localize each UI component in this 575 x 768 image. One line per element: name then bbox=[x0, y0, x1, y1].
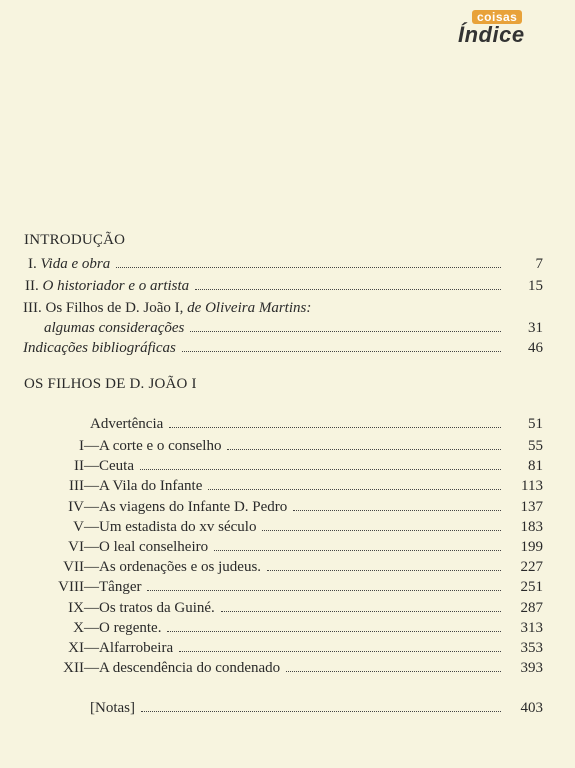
toc-entry-chapter[interactable] bbox=[24, 638, 543, 658]
chapter-number: I bbox=[79, 438, 84, 454]
chapter-page: 113 bbox=[521, 478, 543, 495]
entry-title-italic: de Oliveira Martins: bbox=[187, 300, 312, 316]
entry-title: [Notas] bbox=[90, 700, 135, 716]
chapter-page: 81 bbox=[528, 458, 543, 475]
dot-leader bbox=[116, 267, 501, 268]
dot-leader bbox=[140, 469, 501, 470]
toc-entry-chapter[interactable] bbox=[24, 658, 543, 678]
dot-leader bbox=[262, 530, 501, 531]
chapter-title: As viagens do Infante D. Pedro bbox=[99, 498, 288, 515]
dot-leader bbox=[267, 570, 501, 571]
section-title-filhos: OS FILHOS DE D. JOÃO I bbox=[24, 376, 197, 392]
chapter-number: III bbox=[69, 478, 84, 495]
chapter-dash: — bbox=[84, 438, 99, 454]
dot-leader bbox=[293, 510, 501, 511]
chapter-dash: — bbox=[84, 518, 99, 535]
chapter-page: 287 bbox=[520, 599, 543, 616]
chapter-title: Tânger bbox=[99, 579, 142, 596]
logo-main: Índice bbox=[458, 22, 525, 47]
entry-title: O historiador e o artista bbox=[42, 278, 190, 294]
chapter-page: 227 bbox=[520, 559, 543, 576]
toc-entry-advertencia[interactable] bbox=[90, 414, 543, 434]
chapter-number: IV bbox=[68, 498, 84, 515]
chapter-title: A Vila do Infante bbox=[99, 478, 203, 495]
entry-page: 403 bbox=[520, 700, 543, 716]
toc-entry[interactable] bbox=[25, 276, 543, 296]
toc-entry-chapter[interactable] bbox=[24, 476, 543, 496]
chapter-page: 353 bbox=[520, 640, 543, 656]
chapter-title: Os tratos da Guiné. bbox=[99, 599, 215, 616]
section-title-introducao: INTRODUÇÃO bbox=[24, 232, 126, 248]
chapter-dash: — bbox=[84, 498, 99, 515]
entry-page: 51 bbox=[528, 416, 543, 432]
chapter-page: 251 bbox=[520, 579, 543, 596]
dot-leader bbox=[167, 631, 501, 632]
dot-leader bbox=[147, 590, 501, 591]
entry-title: Indicações bibliográficas bbox=[23, 340, 176, 356]
chapter-page: 313 bbox=[520, 619, 543, 636]
toc-entry[interactable] bbox=[44, 318, 543, 338]
entry-title-continued: algumas considerações bbox=[44, 320, 185, 336]
dot-leader bbox=[214, 550, 501, 551]
chapter-title: O leal conselheiro bbox=[99, 539, 209, 555]
chapter-title: As ordenações e os judeus. bbox=[99, 559, 262, 576]
chapter-dash: — bbox=[84, 660, 99, 677]
chapter-dash: — bbox=[84, 599, 99, 616]
dot-leader bbox=[169, 427, 501, 428]
coisas-indice-logo bbox=[456, 10, 551, 50]
dot-leader bbox=[141, 711, 501, 712]
chapter-title: O regente. bbox=[99, 619, 162, 636]
toc-entry-chapter[interactable] bbox=[24, 537, 543, 557]
dot-leader bbox=[195, 289, 501, 290]
dot-leader bbox=[190, 331, 501, 332]
chapter-page: 183 bbox=[520, 518, 543, 535]
entry-number: III. bbox=[23, 300, 46, 316]
toc-entry[interactable] bbox=[23, 338, 543, 358]
chapter-number: IX bbox=[68, 599, 84, 616]
entry-number: II. bbox=[25, 278, 43, 294]
toc-entry-chapter[interactable] bbox=[24, 577, 543, 597]
chapter-number: VIII bbox=[58, 579, 84, 596]
chapter-number: II bbox=[74, 458, 84, 475]
chapter-number: V bbox=[73, 518, 84, 535]
chapter-title: Ceuta bbox=[99, 458, 134, 475]
chapter-title: Um estadista do xv século bbox=[99, 518, 257, 535]
logo-tag: coisas bbox=[472, 10, 522, 24]
dot-leader bbox=[227, 449, 501, 450]
entry-title: Vida e obra bbox=[40, 256, 111, 272]
toc-entry-chapter[interactable] bbox=[24, 497, 543, 517]
dot-leader bbox=[286, 671, 501, 672]
toc-entry-chapter[interactable] bbox=[24, 598, 543, 618]
chapter-dash: — bbox=[84, 619, 99, 636]
chapter-dash: — bbox=[84, 458, 99, 475]
toc-entry-chapter[interactable] bbox=[24, 436, 543, 456]
dot-leader bbox=[179, 651, 501, 652]
dot-leader bbox=[221, 611, 501, 612]
entry-page: 15 bbox=[528, 278, 543, 294]
chapter-number: X bbox=[73, 619, 84, 636]
chapter-dash: — bbox=[84, 559, 99, 576]
entry-title: Advertência bbox=[90, 416, 164, 432]
toc-entry-chapter[interactable] bbox=[24, 557, 543, 577]
toc-entry-chapter[interactable] bbox=[24, 618, 543, 638]
toc-entry-first-line[interactable] bbox=[23, 298, 543, 318]
entry-page: 46 bbox=[528, 340, 543, 356]
entry-page: 7 bbox=[535, 256, 543, 272]
chapter-number: VII bbox=[63, 559, 84, 576]
chapter-page: 55 bbox=[528, 438, 543, 454]
chapter-page: 137 bbox=[520, 498, 543, 515]
chapter-title: A descendência do condenado bbox=[99, 660, 281, 677]
dot-leader bbox=[182, 351, 501, 352]
toc-entry-chapter[interactable] bbox=[24, 456, 543, 476]
toc-entry-notas[interactable] bbox=[90, 698, 543, 718]
toc-entry-chapter[interactable] bbox=[24, 517, 543, 537]
toc-entry[interactable] bbox=[28, 254, 543, 274]
chapter-number: XII bbox=[63, 660, 84, 677]
chapter-page: 199 bbox=[520, 539, 543, 555]
dot-leader bbox=[208, 489, 501, 490]
chapter-page: 393 bbox=[520, 660, 543, 677]
entry-page: 31 bbox=[528, 320, 543, 336]
chapter-dash: — bbox=[84, 579, 99, 596]
chapter-number: XI bbox=[68, 640, 84, 656]
entry-number: I. bbox=[28, 256, 41, 272]
chapter-number: VI bbox=[68, 539, 84, 555]
chapter-dash: — bbox=[84, 478, 99, 495]
chapter-title: Alfarrobeira bbox=[99, 640, 174, 656]
entry-title: Os Filhos de D. João I, bbox=[45, 300, 188, 316]
chapter-title: A corte e o conselho bbox=[99, 438, 222, 454]
chapter-dash: — bbox=[84, 539, 99, 555]
chapter-dash: — bbox=[84, 640, 99, 656]
